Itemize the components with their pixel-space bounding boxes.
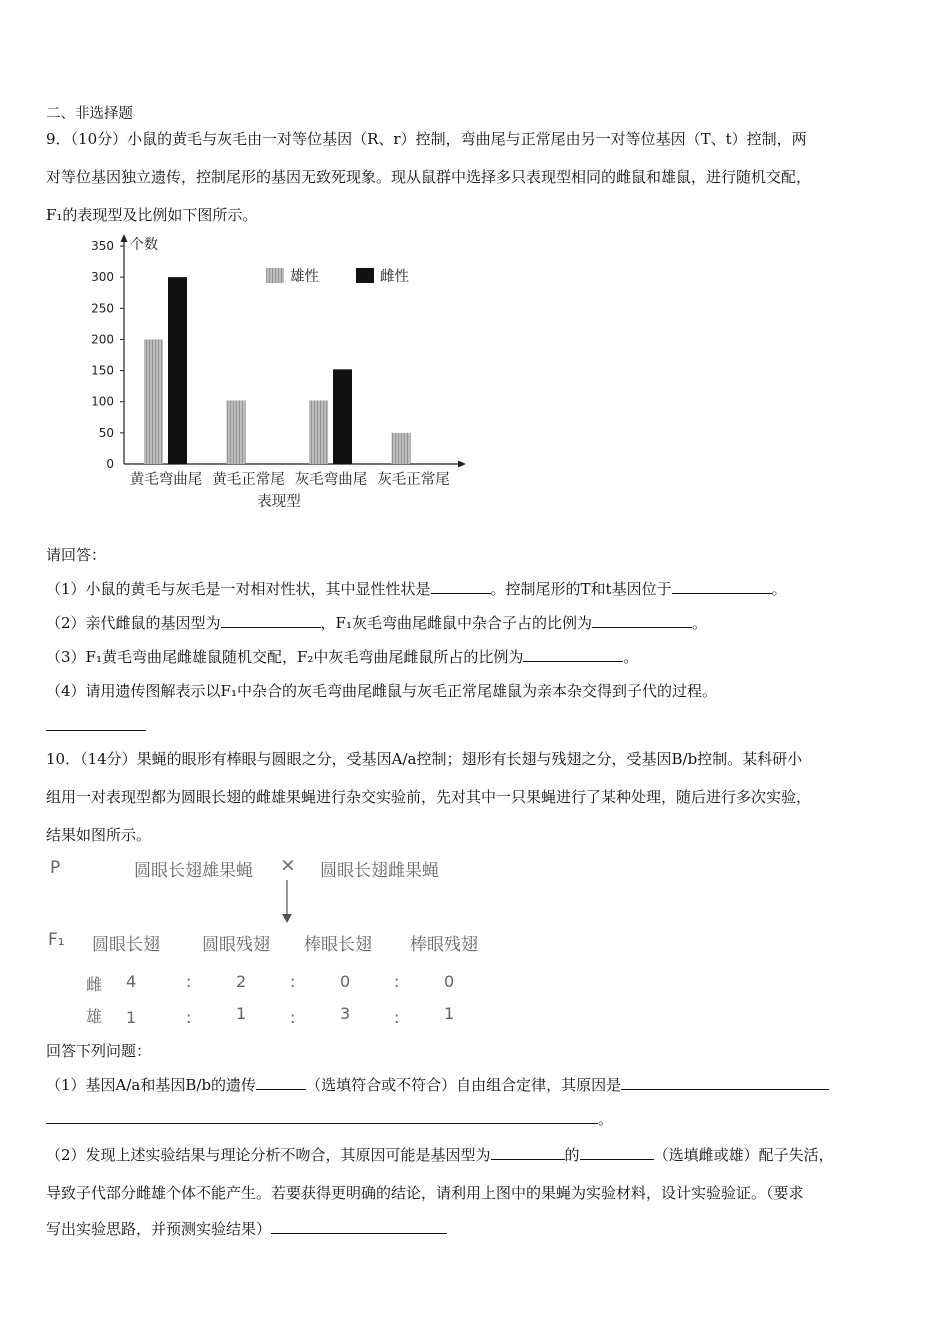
q10-sub2-text-c: （选填雌或雄）配子失活， bbox=[653, 1146, 834, 1164]
q10-cross-diagram bbox=[46, 852, 506, 1032]
p-label: P bbox=[50, 858, 61, 878]
answer-blank[interactable] bbox=[256, 1075, 306, 1090]
female-parent: 圆眼长翅雌果蝇 bbox=[320, 861, 439, 881]
answer-blank[interactable] bbox=[221, 613, 321, 628]
y-tick-label: 100 bbox=[91, 394, 114, 409]
male-parent: 圆眼长翅雄果蝇 bbox=[134, 861, 253, 881]
q9-stem-line3: F₁的表现型及比例如下图所示。 bbox=[46, 206, 258, 224]
answer-blank[interactable] bbox=[621, 1075, 829, 1090]
ratio-value: 1 bbox=[126, 1008, 137, 1027]
x-axis-arrow-icon bbox=[458, 461, 466, 468]
x-tick-label: 灰毛弯曲尾 bbox=[294, 472, 368, 488]
legend-label-male: 雄性 bbox=[290, 269, 319, 285]
y-tick-label: 50 bbox=[98, 425, 114, 440]
answer-blank[interactable] bbox=[431, 579, 491, 594]
legend-swatch-male bbox=[266, 268, 284, 283]
x-tick-label: 黄毛正常尾 bbox=[212, 472, 285, 488]
phenotype-3: 棒眼长翅 bbox=[304, 935, 372, 955]
q9-sub3 bbox=[46, 646, 638, 667]
phenotype-2: 圆眼残翅 bbox=[202, 935, 270, 955]
answer-blank[interactable] bbox=[271, 1219, 447, 1234]
q10-sub2-line2: 导致子代部分雌雄个体不能产生。若要获得更明确的结论，请利用上图中的果蝇为实验材料，设计实验验证。（要求 bbox=[46, 1184, 804, 1202]
q10-prompt: 回答下列问题： bbox=[46, 1042, 152, 1060]
ratio-sep: : bbox=[290, 972, 296, 991]
q10-sub1-text-b: （选填符合或不符合）自由组合定律，其原因是 bbox=[306, 1076, 622, 1094]
answer-blank[interactable] bbox=[592, 613, 692, 628]
answer-blank[interactable] bbox=[46, 1109, 598, 1124]
y-axis-label: 个数 bbox=[130, 237, 158, 253]
answer-blank[interactable] bbox=[672, 579, 772, 594]
q10-sub2-text: （2）发现上述实验结果与理论分析不吻合，其原因可能是基因型为 bbox=[46, 1146, 491, 1164]
ratio-value: 0 bbox=[444, 972, 455, 991]
x-tick-label: 黄毛弯曲尾 bbox=[129, 472, 203, 488]
ratio-value: 1 bbox=[444, 1004, 455, 1023]
section-title: 二、非选择题 bbox=[46, 106, 133, 122]
q9-sub2-text-b: ，F₁灰毛弯曲尾雌鼠中杂合子占的比例为 bbox=[320, 614, 592, 632]
bar-雄性-黄毛弯曲尾 bbox=[144, 339, 163, 464]
y-tick-label: 200 bbox=[91, 332, 114, 347]
q10-sub2 bbox=[46, 1144, 834, 1165]
q10-sub1 bbox=[46, 1074, 829, 1095]
q9-prompt: 请回答： bbox=[46, 546, 107, 564]
cross-symbol: × bbox=[280, 854, 296, 876]
q9-bar-chart bbox=[86, 232, 486, 517]
q9-stem-line1: 9．（10分）小鼠的黄毛与灰毛由一对等位基因（R、r）控制，弯曲尾与正常尾由另一对等位基因（T、t）控制，两 bbox=[46, 130, 807, 148]
ratio-sep: : bbox=[186, 972, 192, 991]
x-axis-label: 表现型 bbox=[257, 494, 301, 510]
period: 。 bbox=[623, 648, 639, 666]
ratio-value: 2 bbox=[236, 972, 247, 991]
q9-sub1-text: （1）小鼠的黄毛与灰毛是一对相对性状，其中显性性状是 bbox=[46, 580, 431, 598]
f1-label: F₁ bbox=[48, 930, 65, 950]
q10-sub2-line3 bbox=[46, 1218, 447, 1239]
q10-stem-line3: 结果如图所示。 bbox=[46, 826, 152, 844]
bar-雌性-灰毛弯曲尾 bbox=[333, 369, 352, 464]
q10-sub2-text-b: 的 bbox=[564, 1146, 580, 1164]
legend-label-female: 雌性 bbox=[380, 269, 409, 285]
ratio-sep: : bbox=[394, 1008, 400, 1027]
y-tick-label: 350 bbox=[91, 239, 114, 253]
y-tick-label: 300 bbox=[91, 270, 114, 285]
x-tick-label: 灰毛正常尾 bbox=[377, 472, 450, 488]
ratio-value: 0 bbox=[340, 972, 351, 991]
ratio-sep: : bbox=[290, 1008, 296, 1027]
bar-雌性-黄毛弯曲尾 bbox=[168, 277, 187, 464]
period: 。 bbox=[691, 614, 707, 632]
q9-sub1-text-b: 。控制尾形的T和t基因位于 bbox=[490, 580, 672, 598]
answer-blank[interactable] bbox=[523, 647, 623, 662]
bar-雄性-灰毛弯曲尾 bbox=[309, 400, 328, 464]
q9-sub2-text: （2）亲代雌鼠的基因型为 bbox=[46, 614, 221, 632]
q9-sub3-text: （3）F₁黄毛弯曲尾雌雄鼠随机交配，F₂中灰毛弯曲尾雌鼠所占的比例为 bbox=[46, 648, 524, 666]
bar-雄性-黄毛正常尾 bbox=[227, 400, 246, 464]
ratio-value: 1 bbox=[236, 1004, 247, 1023]
period: 。 bbox=[598, 1110, 614, 1128]
q9-sub4: （4）请用遗传图解表示以F₁中杂合的灰毛弯曲尾雌鼠与灰毛正常尾雄鼠为亲本杂交得到子代的过程。 bbox=[46, 682, 717, 700]
q9-sub2 bbox=[46, 612, 707, 633]
q10-sub2-text-e: 写出实验思路，并预测实验结果） bbox=[46, 1220, 272, 1238]
q9-stem-line2: 对等位基因独立遗传，控制尾形的基因无致死现象。现从鼠群中选择多只表现型相同的雌鼠和雄鼠，进行随机交配， bbox=[46, 168, 812, 186]
q10-sub1-text: （1）基因A/a和基因B/b的遗传 bbox=[46, 1076, 257, 1094]
y-axis-arrow-icon bbox=[121, 234, 128, 242]
y-tick-label: 0 bbox=[106, 457, 114, 471]
q9-sub1 bbox=[46, 578, 787, 599]
row-male-label: 雄 bbox=[86, 1007, 103, 1026]
ratio-sep: : bbox=[186, 1008, 192, 1027]
answer-blank[interactable] bbox=[580, 1145, 654, 1160]
bar-雄性-灰毛正常尾 bbox=[392, 433, 411, 464]
ratio-value: 4 bbox=[126, 972, 137, 991]
phenotype-4: 棒眼残翅 bbox=[410, 935, 478, 955]
down-arrow-icon bbox=[280, 880, 294, 924]
q10-stem-line1: 10．（14分）果蝇的眼形有棒眼与圆眼之分，受基因A/a控制；翅形有长翅与残翅之分，受基因B/b控制。某科研小 bbox=[46, 750, 803, 768]
row-female-label: 雌 bbox=[86, 975, 103, 994]
legend-swatch-female bbox=[356, 268, 374, 283]
y-tick-label: 150 bbox=[91, 363, 114, 378]
q10-sub1-cont bbox=[46, 1108, 613, 1129]
phenotype-1: 圆眼长翅 bbox=[92, 935, 160, 955]
ratio-value: 3 bbox=[340, 1004, 351, 1023]
y-tick-label: 250 bbox=[91, 301, 114, 316]
q10-stem-line2: 组用一对表现型都为圆眼长翅的雌雄果蝇进行杂交实验前，先对其中一只果蝇进行了某种处理，随后进行多次实验， bbox=[46, 788, 812, 806]
ratio-sep: : bbox=[394, 972, 400, 991]
q9-sub4-answer-blank[interactable] bbox=[46, 716, 146, 735]
answer-blank[interactable] bbox=[491, 1145, 565, 1160]
period: 。 bbox=[771, 580, 787, 598]
